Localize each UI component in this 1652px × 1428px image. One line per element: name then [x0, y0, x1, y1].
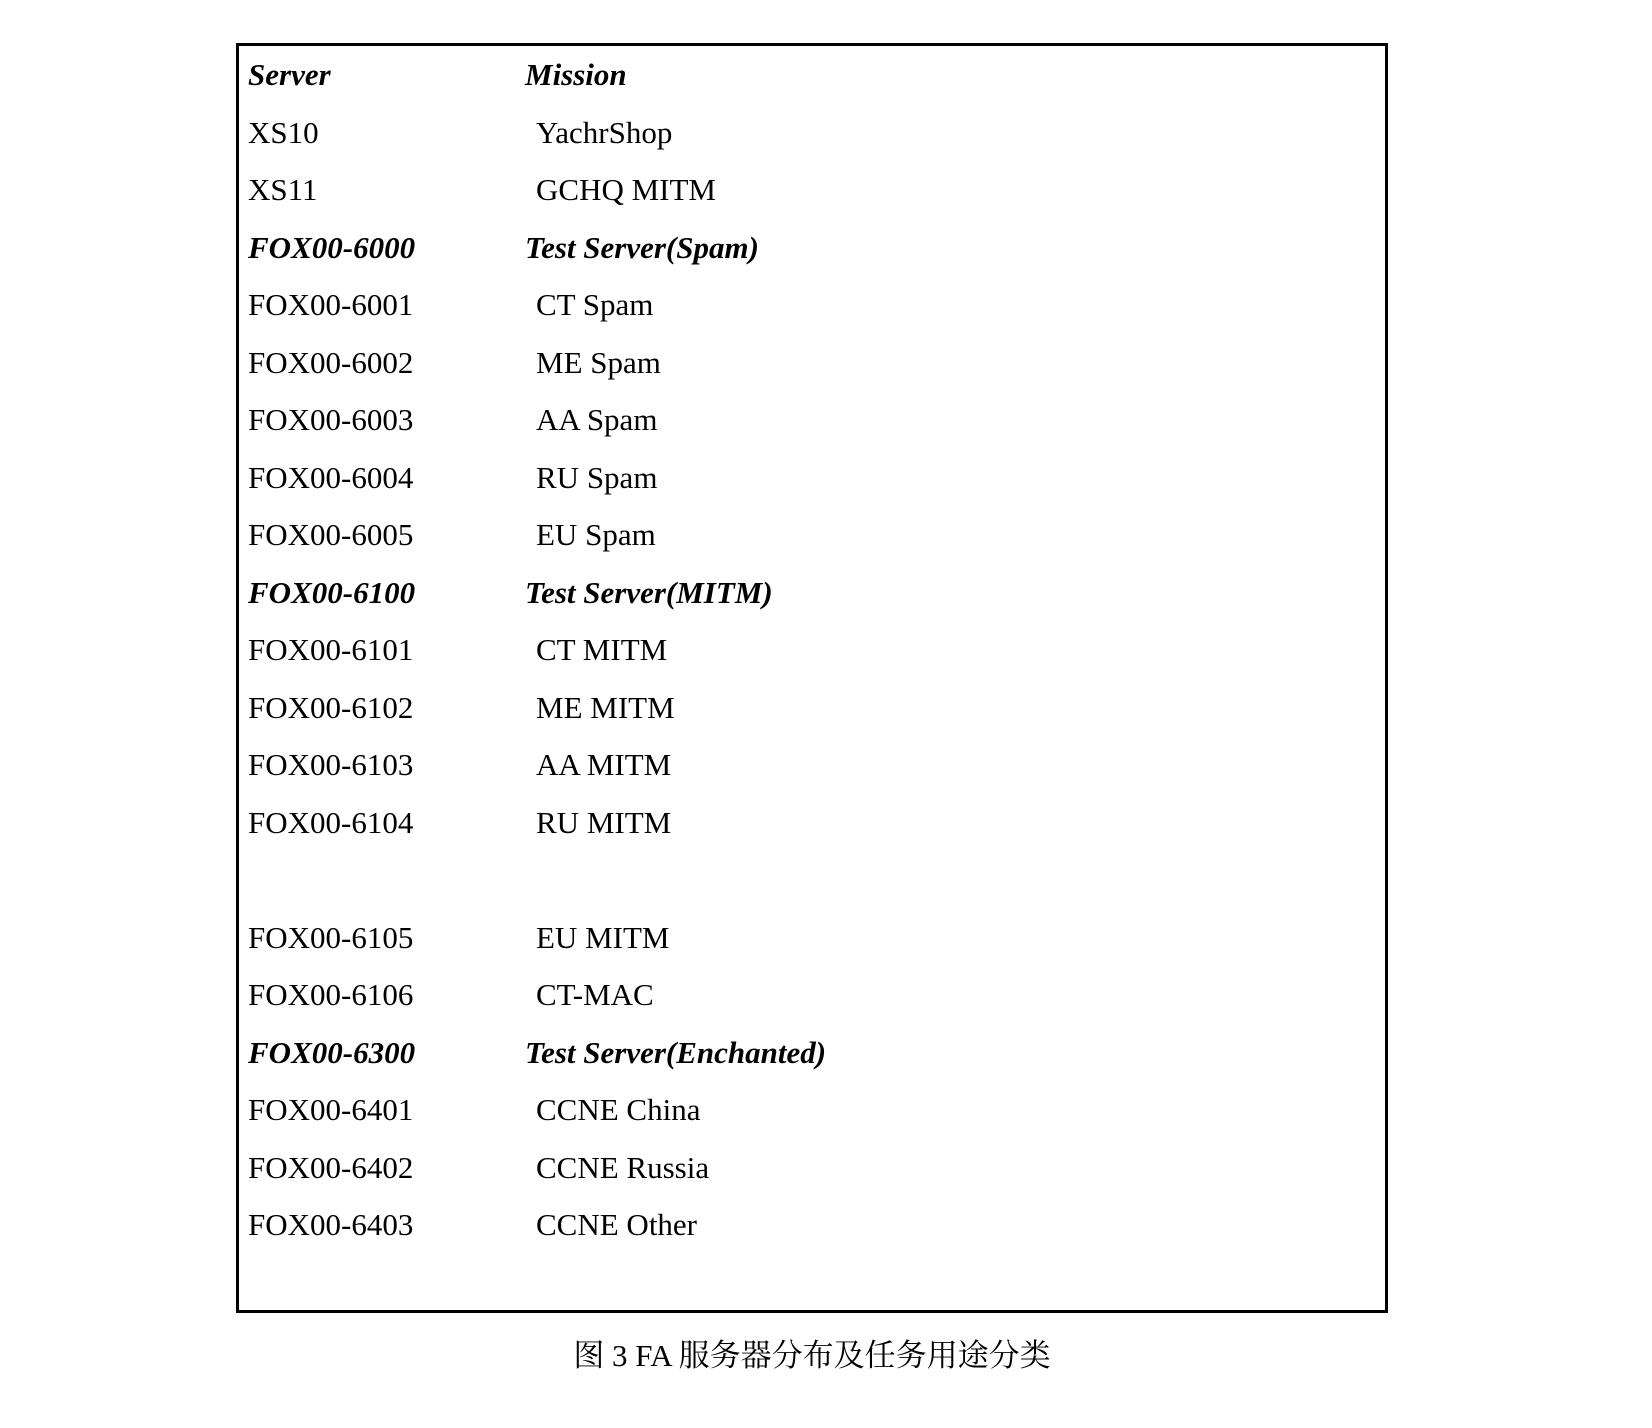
mission-cell: AA MITM [536, 747, 672, 783]
server-cell: FOX00-6103 [248, 747, 414, 783]
table-row [239, 506, 1385, 564]
table-row [239, 449, 1385, 507]
table-row [239, 161, 1385, 219]
table-row [239, 1024, 1385, 1082]
table-row [239, 219, 1385, 277]
server-cell: FOX00-6100 [248, 574, 416, 610]
mission-cell: AA Spam [536, 402, 658, 438]
server-cell: FOX00-6101 [248, 632, 414, 668]
mission-cell: CCNE Other [536, 1207, 698, 1243]
server-cell: FOX00-6005 [248, 517, 414, 553]
mission-cell: EU Spam [536, 517, 656, 553]
table-row [239, 1139, 1385, 1197]
server-cell: FOX00-6102 [248, 689, 414, 725]
mission-cell: CT MITM [536, 632, 668, 668]
table-row [239, 679, 1385, 737]
server-cell: XS10 [248, 114, 319, 150]
table-row [239, 334, 1385, 392]
table-spacer-row [239, 851, 1385, 909]
mission-cell: ME MITM [536, 689, 675, 725]
server-cell: FOX00-6106 [248, 977, 414, 1013]
mission-cell: Test Server(Spam) [525, 229, 759, 265]
server-mission-table [236, 43, 1388, 1313]
server-cell: FOX00-6403 [248, 1207, 414, 1243]
server-cell: FOX00-6000 [248, 229, 416, 265]
mission-cell: RU Spam [536, 459, 658, 495]
column-header-server: Server [248, 57, 331, 93]
table-row [239, 391, 1385, 449]
table-row [239, 104, 1385, 162]
server-cell: FOX00-6104 [248, 804, 414, 840]
mission-cell: GCHQ MITM [536, 172, 716, 208]
mission-cell: EU MITM [536, 919, 670, 955]
table-row [239, 794, 1385, 852]
server-cell: FOX00-6402 [248, 1149, 414, 1185]
mission-cell: Test Server(Enchanted) [525, 1034, 827, 1070]
server-cell: XS11 [248, 172, 318, 208]
table-header-row [239, 46, 1385, 104]
table-row [239, 736, 1385, 794]
mission-cell: ME Spam [536, 344, 661, 380]
server-cell: FOX00-6004 [248, 459, 414, 495]
mission-cell: YachrShop [536, 114, 673, 150]
mission-cell: CCNE Russia [536, 1149, 710, 1185]
server-cell: FOX00-6105 [248, 919, 414, 955]
table-row [239, 1196, 1385, 1254]
mission-cell: CT-MAC [536, 977, 654, 1013]
table-row [239, 564, 1385, 622]
table-row [239, 621, 1385, 679]
figure-caption: 图 3 FA 服务器分布及任务用途分类 [573, 1338, 1051, 1373]
column-header-mission: Mission [525, 57, 627, 93]
server-cell: FOX00-6300 [248, 1034, 416, 1070]
mission-cell: CCNE China [536, 1092, 701, 1128]
mission-cell: RU MITM [536, 804, 672, 840]
server-cell: FOX00-6001 [248, 287, 414, 323]
table-row [239, 909, 1385, 967]
server-cell: FOX00-6002 [248, 344, 414, 380]
table-row [239, 276, 1385, 334]
server-cell: FOX00-6003 [248, 402, 414, 438]
mission-cell: CT Spam [536, 287, 654, 323]
server-cell: FOX00-6401 [248, 1092, 414, 1128]
table-row [239, 1081, 1385, 1139]
mission-cell: Test Server(MITM) [525, 574, 773, 610]
table-row [239, 966, 1385, 1024]
